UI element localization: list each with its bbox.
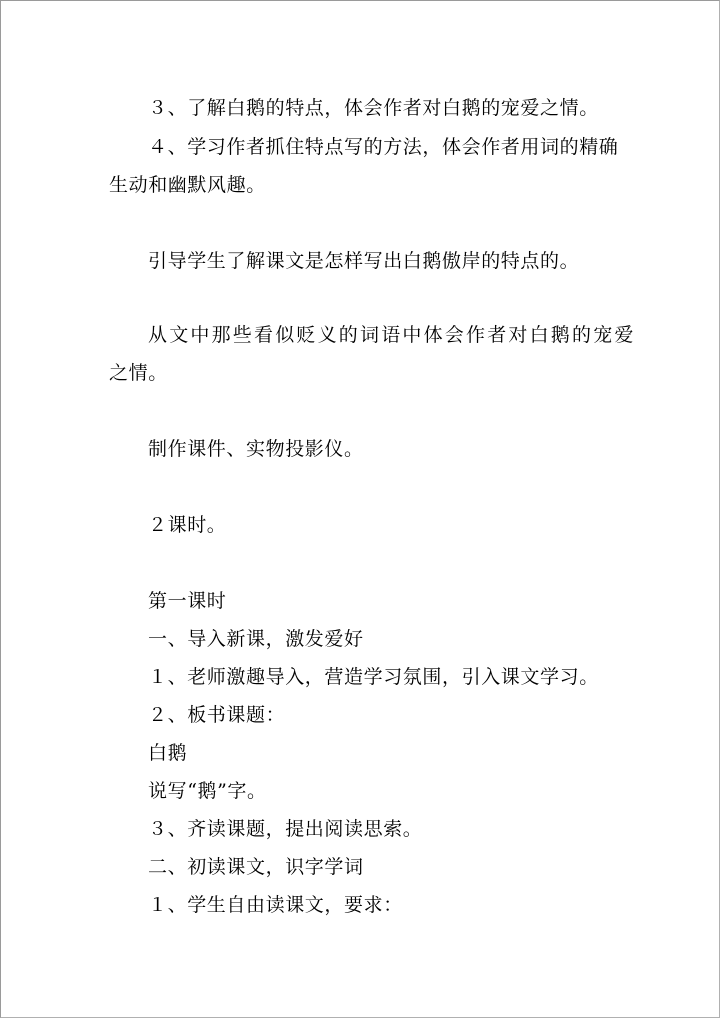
- text-line: 说写“鹅”字。: [148, 780, 267, 802]
- text-line: ２课时。: [148, 514, 227, 536]
- text-line: ２、板书课题：: [148, 704, 286, 726]
- section-heading: 二、初读课文，识字学词: [148, 856, 364, 878]
- section-heading: 一、导入新课，激发爱好: [148, 628, 364, 650]
- text-line: 引导学生了解课文是怎样写出白鹅傲岸的特点的。: [148, 250, 580, 272]
- text-line: １、学生自由读课文，要求：: [148, 894, 403, 916]
- text-line: ４、学习作者抓住特点写的方法，体会作者用词的精确: [148, 136, 619, 158]
- text-line: ３、齐读课题，提出阅读思索。: [148, 818, 423, 840]
- text-line: 白鹅: [148, 742, 188, 764]
- text-line: 制作课件、实物投影仪。: [148, 438, 364, 460]
- text-line: ３、了解白鹅的特点，体会作者对白鹅的宠爱之情。: [148, 97, 599, 119]
- text-line: 之情。: [109, 362, 168, 384]
- text-line: 第一课时: [148, 590, 227, 612]
- text-line: １、老师激趣导入，营造学习氛围，引入课文学习。: [148, 666, 599, 688]
- text-line: 从文中那些看似贬义的词语中体会作者对白鹅的宠爱: [148, 324, 636, 346]
- text-line: 生动和幽默风趣。: [109, 174, 266, 196]
